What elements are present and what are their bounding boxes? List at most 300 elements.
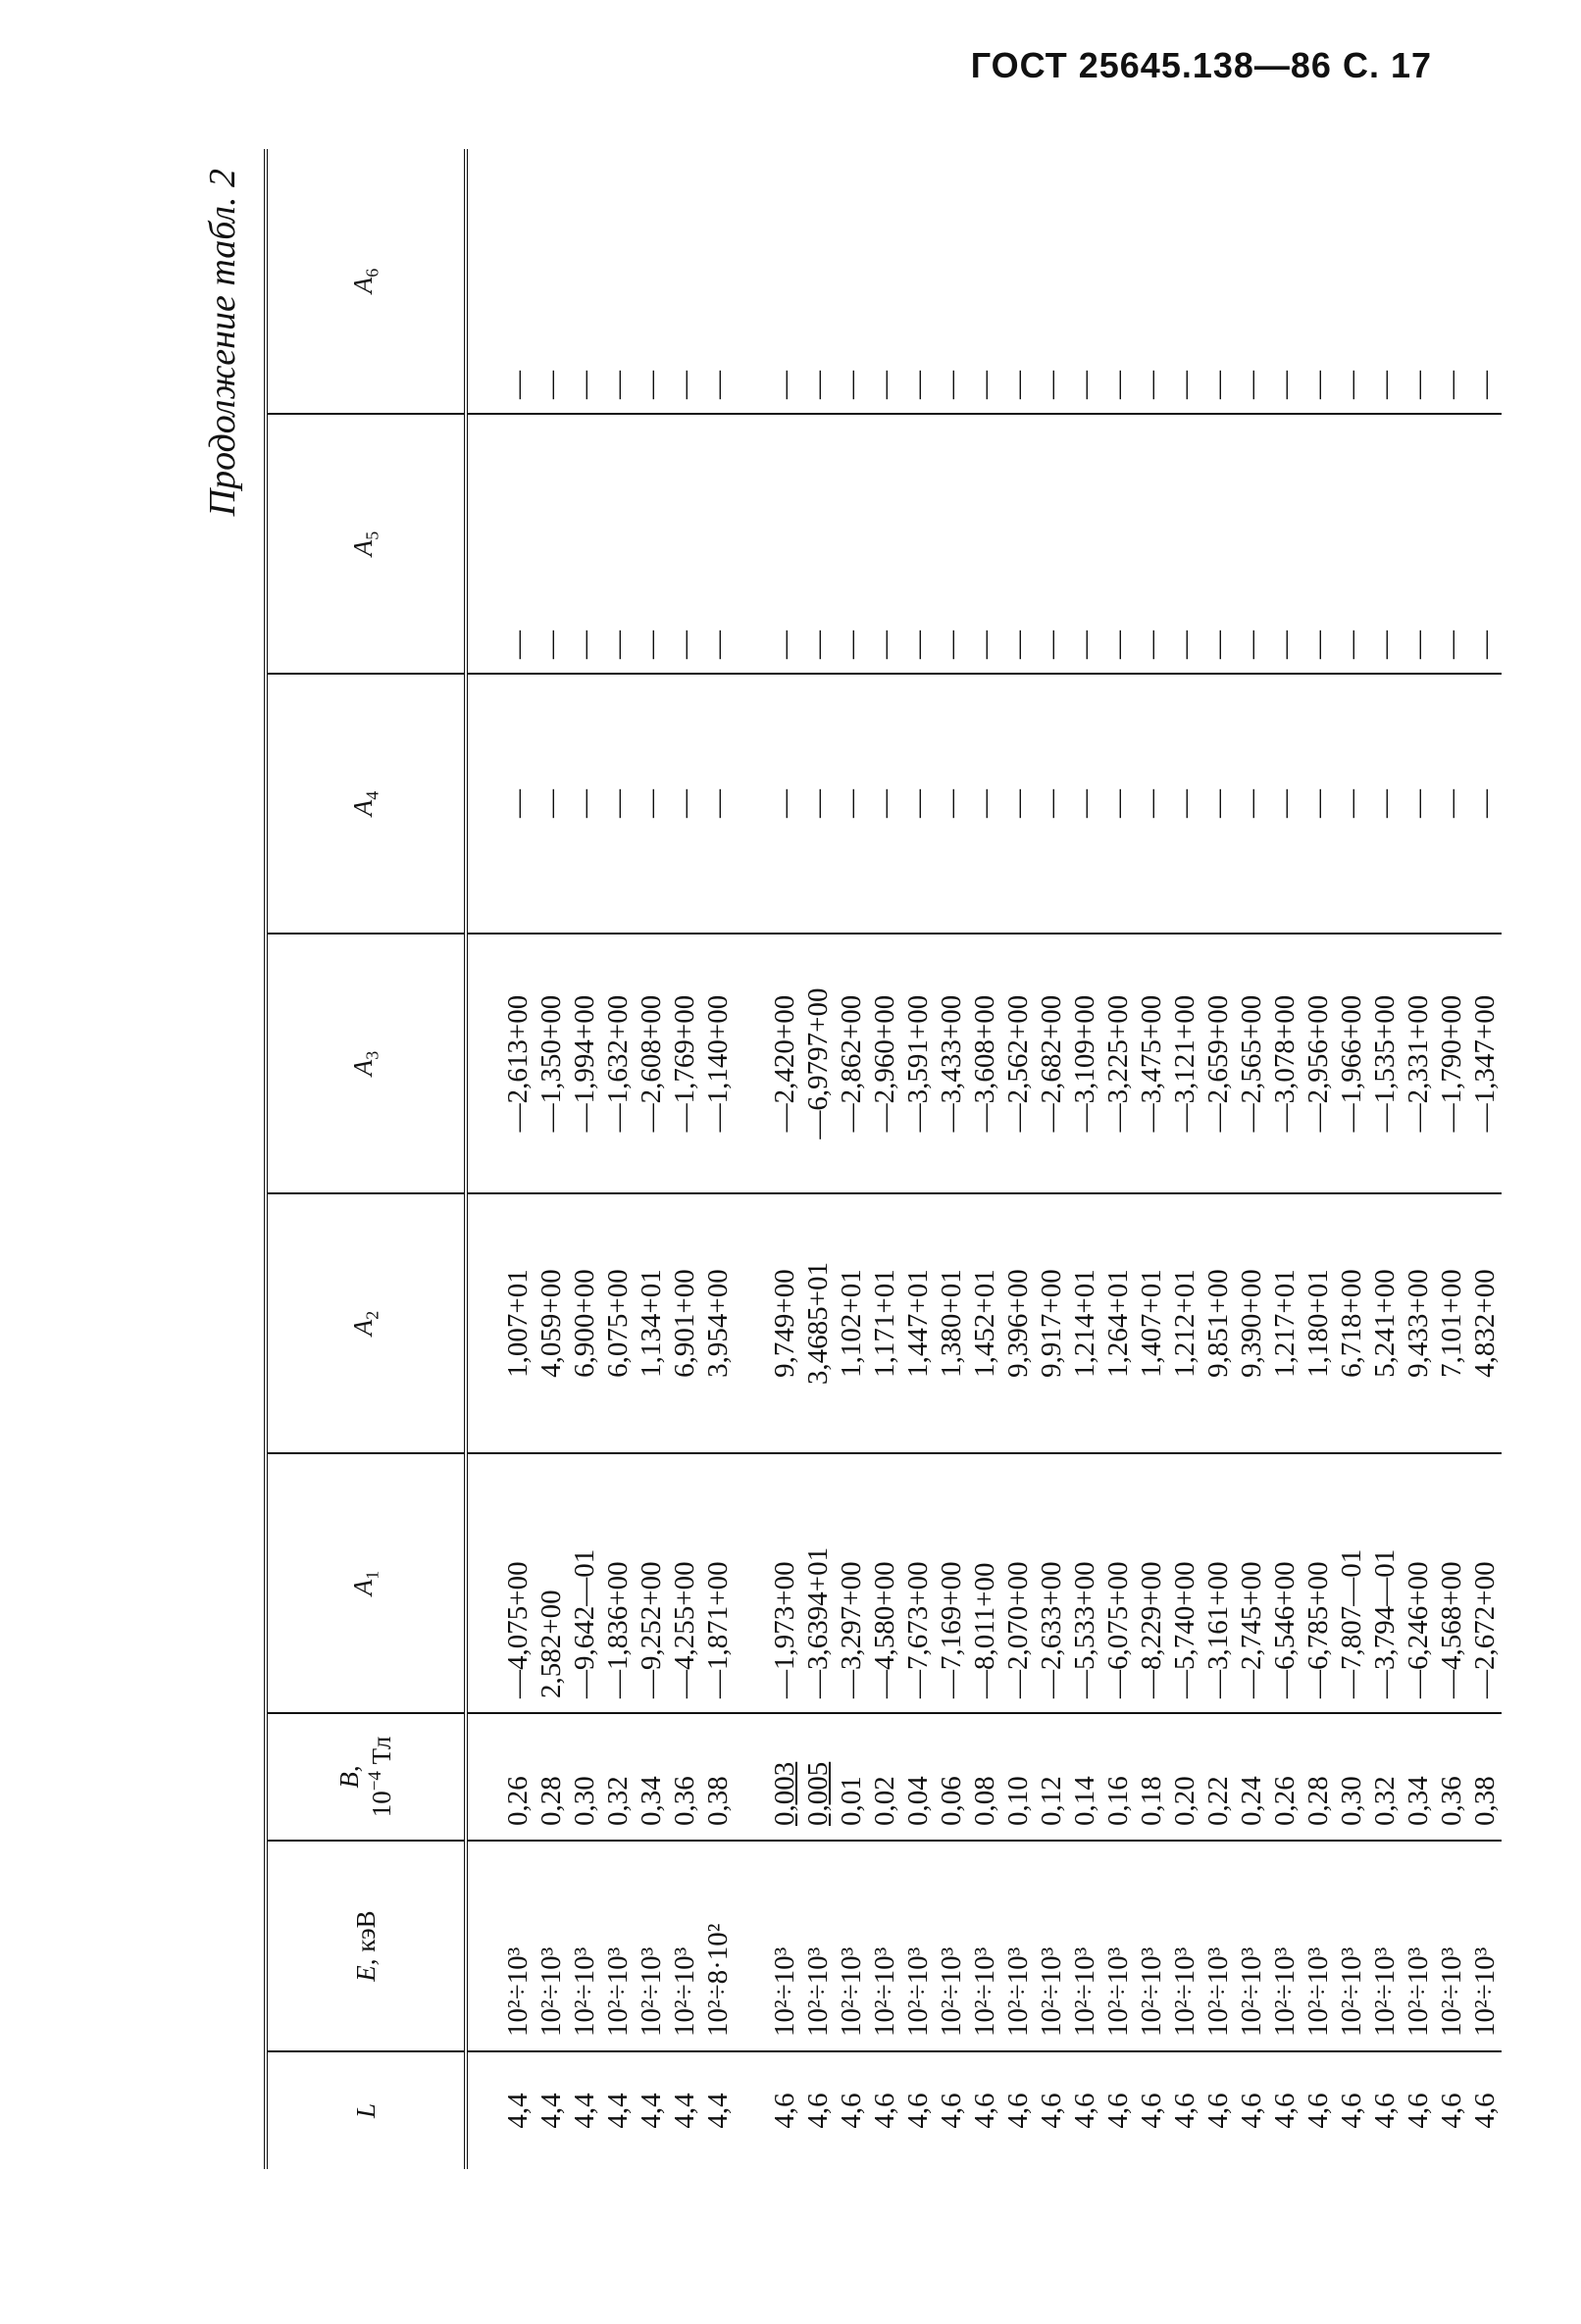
cell-A5: — [568, 414, 601, 674]
cell-A2: 1,180+01 [1301, 1193, 1335, 1453]
cell-A3: —1,535+00 [1368, 934, 1402, 1193]
cell-A4: — [1301, 674, 1335, 934]
cell-A4: — [1201, 674, 1235, 934]
cell-E: 10²÷10³ [768, 1841, 801, 2051]
cell-A3: —3,608+00 [968, 934, 1001, 1193]
cell-A1: —7,807—01 [1335, 1453, 1368, 1713]
cell-E: 10²÷10³ [1001, 1841, 1035, 2051]
cell-B: 0,26 [1268, 1713, 1301, 1841]
cell-A2: 1,380+01 [935, 1193, 968, 1453]
table-row [935, 149, 968, 2169]
cell-B: 0,18 [1135, 1713, 1168, 1841]
cell-A5: — [801, 414, 835, 674]
cell-B: 0,34 [635, 1713, 668, 1841]
cell-B: 0,38 [701, 1713, 735, 1841]
table-row [568, 149, 601, 2169]
cell-A4: — [868, 674, 901, 934]
cell-B: 0,32 [1368, 1713, 1402, 1841]
cell-A2: 9,433+00 [1402, 1193, 1435, 1453]
table-row [1435, 149, 1468, 2169]
cell-A3: —2,682+00 [1035, 934, 1068, 1193]
cell-A3: —3,433+00 [935, 934, 968, 1193]
cell-E: 10²÷10³ [568, 1841, 601, 2051]
cell-A1: —7,169+00 [935, 1453, 968, 1713]
cell-A5: — [1168, 414, 1201, 674]
cell-A3: —6,9797+00 [801, 934, 835, 1193]
cell-A6: — [1102, 371, 1134, 399]
cell-L: 4,6 [1335, 2051, 1368, 2169]
cell-A2: 9,851+00 [1201, 1193, 1235, 1453]
col-header-A6: $A_6$ [266, 149, 466, 414]
table-row [1135, 149, 1168, 2169]
col-header-A3: $A_3$ [266, 934, 466, 1193]
cell-A2: 1,452+01 [968, 1193, 1001, 1453]
cell-A1: —4,568+00 [1435, 1453, 1468, 1713]
cell-A6: — [702, 371, 734, 399]
cell-A3: —2,659+00 [1201, 934, 1235, 1193]
cell-A5: — [1135, 414, 1168, 674]
table-row [1468, 149, 1502, 2169]
spacer-cell [735, 1713, 768, 1841]
cell-A1: —2,745+00 [1235, 1453, 1268, 1713]
table-row [668, 149, 701, 2169]
cell-A6: — [536, 371, 567, 399]
cell-L: 4,6 [1101, 2051, 1135, 2169]
cell-A4: — [501, 674, 535, 934]
table-row [868, 149, 901, 2169]
cell-A4: — [768, 674, 801, 934]
cell-A1: —1,871+00 [701, 1453, 735, 1713]
cell-A2: 9,396+00 [1001, 1193, 1035, 1453]
col-header-A5: $A_5$ [266, 414, 466, 674]
cell-A5: — [1035, 414, 1068, 674]
cell-A5: — [968, 414, 1001, 674]
cell-B: 0,28 [535, 1713, 568, 1841]
cell-E: 10²÷10³ [935, 1841, 968, 2051]
cell-B: 0,36 [1435, 1713, 1468, 1841]
table-row [1402, 149, 1435, 2169]
cell-L: 4,6 [935, 2051, 968, 2169]
cell-A2: 5,241+00 [1368, 1193, 1402, 1453]
cell-E: 10²÷10³ [1268, 1841, 1301, 2051]
cell-A6: — [602, 371, 634, 399]
cell-A1: —4,580+00 [868, 1453, 901, 1713]
table-row [801, 149, 835, 2169]
cell-A1: —9,642—01 [568, 1453, 601, 1713]
cell-A2: 4,059+00 [535, 1193, 568, 1453]
cell-A5: — [1001, 414, 1035, 674]
spacer-cell [466, 1193, 501, 1453]
col-header-L: L [266, 2051, 466, 2169]
cell-A4: — [1468, 674, 1502, 934]
cell-A4: — [1268, 674, 1301, 934]
spacer-cell [735, 1841, 768, 2051]
cell-A5: — [1235, 414, 1268, 674]
table-row [535, 149, 568, 2169]
table-row [601, 149, 635, 2169]
cell-A3: —1,140+00 [701, 934, 735, 1193]
cell-A3: —3,121+00 [1168, 934, 1201, 1193]
cell-B: 0,01 [835, 1713, 868, 1841]
spacer-cell [466, 414, 501, 674]
cell-A1: —6,075+00 [1101, 1453, 1135, 1713]
col-header-E: E, кэВ [266, 1841, 466, 2051]
cell-A5: — [535, 414, 568, 674]
cell-A1: —1,973+00 [768, 1453, 801, 1713]
cell-A2: 1,212+01 [1168, 1193, 1201, 1453]
cell-A3: —2,960+00 [868, 934, 901, 1193]
cell-B: 0,32 [601, 1713, 635, 1841]
cell-A2: 4,832+00 [1468, 1193, 1502, 1453]
table-row [701, 149, 735, 2169]
cell-A6: — [1336, 371, 1367, 399]
cell-A4: — [668, 674, 701, 934]
cell-A1: —5,740+00 [1168, 1453, 1201, 1713]
spacer-cell [466, 1713, 501, 1841]
spacer-cell [466, 1841, 501, 2051]
rotated-table-block [201, 149, 1501, 2169]
cell-A3: —1,769+00 [668, 934, 701, 1193]
cell-A5: — [1301, 414, 1335, 674]
cell-A6: — [1136, 371, 1167, 399]
cell-A4: — [801, 674, 835, 934]
col-header-A4: $A_4$ [266, 674, 466, 934]
cell-A3: —3,078+00 [1268, 934, 1301, 1193]
cell-A4: — [535, 674, 568, 934]
cell-E: 10²÷10³ [801, 1841, 835, 2051]
table-caption: Продолжение табл. 2 [202, 169, 243, 517]
cell-A4: — [935, 674, 968, 934]
cell-E: 10²÷10³ [1035, 1841, 1068, 2051]
table-row [1001, 149, 1035, 2169]
cell-A4: — [1135, 674, 1168, 934]
spacer-cell [735, 2051, 768, 2169]
table-row [1168, 149, 1201, 2169]
spacer-cell [735, 414, 768, 674]
spacer-cell [466, 2051, 501, 2169]
cell-E: 10²÷10³ [868, 1841, 901, 2051]
cell-A6: — [769, 371, 800, 399]
cell-A2: 1,134+01 [635, 1193, 668, 1453]
cell-A4: — [901, 674, 935, 934]
cell-B: 0,34 [1402, 1713, 1435, 1841]
cell-A2: 1,007+01 [501, 1193, 535, 1453]
cell-L: 4,6 [868, 2051, 901, 2169]
cell-B: 0,30 [568, 1713, 601, 1841]
spacer-cell [735, 934, 768, 1193]
cell-A5: — [668, 414, 701, 674]
cell-A3: —1,350+00 [535, 934, 568, 1193]
cell-E: 10²÷10³ [1468, 1841, 1502, 2051]
cell-B: 0,10 [1001, 1713, 1035, 1841]
cell-A3: —3,591+00 [901, 934, 935, 1193]
cell-E: 10²÷10³ [968, 1841, 1001, 2051]
cell-A6: — [502, 371, 534, 399]
spacer-cell [735, 149, 768, 414]
cell-L: 4,6 [1201, 2051, 1235, 2169]
cell-E: 10²÷8·10² [701, 1841, 735, 2051]
cell-A3: —1,347+00 [1468, 934, 1502, 1193]
cell-A6: — [1269, 371, 1300, 399]
cell-A6: — [1069, 371, 1100, 399]
table-row [1301, 149, 1335, 2169]
cell-A1: 2,582+00 [535, 1453, 568, 1713]
cell-A6: — [669, 371, 700, 399]
cell-A5: — [935, 414, 968, 674]
cell-E: 10²÷10³ [1068, 1841, 1101, 2051]
cell-B: 0,003 [768, 1713, 801, 1841]
cell-B: 0,08 [968, 1713, 1001, 1841]
cell-A2: 3,4685+01 [801, 1193, 835, 1453]
cell-A1: —7,673+00 [901, 1453, 935, 1713]
cell-L: 4,6 [901, 2051, 935, 2169]
spacer-cell [466, 934, 501, 1193]
cell-A3: —2,956+00 [1301, 934, 1335, 1193]
cell-L: 4,6 [1368, 2051, 1402, 2169]
cell-A3: —2,862+00 [835, 934, 868, 1193]
cell-B: 0,24 [1235, 1713, 1268, 1841]
cell-A1: —4,075+00 [501, 1453, 535, 1713]
table-row [501, 149, 535, 2169]
cell-E: 10²÷10³ [901, 1841, 935, 2051]
cell-A6: — [869, 371, 900, 399]
cell-L: 4,6 [1402, 2051, 1435, 2169]
cell-A6: — [1436, 371, 1467, 399]
cell-A4: — [701, 674, 735, 934]
cell-E: 10²÷10³ [1235, 1841, 1268, 2051]
spacer-cell [735, 674, 768, 934]
table-row [1068, 149, 1101, 2169]
cell-A4: — [1168, 674, 1201, 934]
cell-A4: — [1335, 674, 1368, 934]
cell-A3: —2,613+00 [501, 934, 535, 1193]
cell-E: 10²÷10³ [1435, 1841, 1468, 2051]
cell-A5: — [1201, 414, 1235, 674]
col-header-A1: $A_1$ [266, 1453, 466, 1713]
cell-A5: — [901, 414, 935, 674]
cell-B: 0,26 [501, 1713, 535, 1841]
spacer-cell [735, 1193, 768, 1453]
cell-A1: —5,533+00 [1068, 1453, 1101, 1713]
cell-E: 10²÷10³ [1335, 1841, 1368, 2051]
cell-A6: — [636, 371, 667, 399]
cell-E: 10²÷10³ [601, 1841, 635, 2051]
cell-A5: — [1368, 414, 1402, 674]
cell-A6: — [1236, 371, 1267, 399]
cell-A3: —2,562+00 [1001, 934, 1035, 1193]
cell-A3: —3,225+00 [1101, 934, 1135, 1193]
cell-B: 0,38 [1468, 1713, 1502, 1841]
cell-A6: — [1302, 371, 1334, 399]
cell-L: 4,6 [1468, 2051, 1502, 2169]
cell-A1: —6,246+00 [1402, 1453, 1435, 1713]
cell-B: 0,20 [1168, 1713, 1201, 1841]
cell-B: 0,04 [901, 1713, 935, 1841]
cell-A4: — [968, 674, 1001, 934]
table-row [1035, 149, 1068, 2169]
table-body [466, 149, 1502, 2169]
cell-A1: —6,546+00 [1268, 1453, 1301, 1713]
cell-A1: —8,229+00 [1135, 1453, 1168, 1713]
cell-A1: —1,836+00 [601, 1453, 635, 1713]
cell-A3: —1,632+00 [601, 934, 635, 1193]
cell-A2: 6,718+00 [1335, 1193, 1368, 1453]
spacer-row [735, 149, 768, 2169]
spacer-cell [466, 1453, 501, 1713]
cell-A1: —6,785+00 [1301, 1453, 1335, 1713]
spacer-cell [466, 149, 501, 414]
table-row [1335, 149, 1368, 2169]
cell-L: 4,4 [635, 2051, 668, 2169]
cell-A5: — [1402, 414, 1435, 674]
cell-A2: 3,954+00 [701, 1193, 735, 1453]
cell-A2: 1,171+01 [868, 1193, 901, 1453]
cell-A2: 1,407+01 [1135, 1193, 1168, 1453]
cell-A6: — [936, 371, 967, 399]
cell-A2: 1,214+01 [1068, 1193, 1101, 1453]
cell-A1: —8,011+00 [968, 1453, 1001, 1713]
cell-L: 4,6 [1435, 2051, 1468, 2169]
table-row [901, 149, 935, 2169]
cell-A5: — [835, 414, 868, 674]
table-row [635, 149, 668, 2169]
page-header: ГОСТ 25645.138—86 С. 17 [970, 45, 1432, 85]
cell-A3: —3,109+00 [1068, 934, 1101, 1193]
table-row [968, 149, 1001, 2169]
cell-A4: — [1001, 674, 1035, 934]
table-row [1101, 149, 1135, 2169]
cell-E: 10²÷10³ [535, 1841, 568, 2051]
cell-B: 0,005 [801, 1713, 835, 1841]
cell-A5: — [868, 414, 901, 674]
table-row [1268, 149, 1301, 2169]
cell-A5: — [1435, 414, 1468, 674]
cell-E: 10²÷10³ [1368, 1841, 1402, 2051]
cell-A2: 7,101+00 [1435, 1193, 1468, 1453]
cell-L: 4,6 [1301, 2051, 1335, 2169]
cell-A6: — [1469, 371, 1501, 399]
cell-A3: —3,475+00 [1135, 934, 1168, 1193]
cell-A4: — [1368, 674, 1402, 934]
cell-A3: —1,790+00 [1435, 934, 1468, 1193]
cell-L: 4,6 [1268, 2051, 1301, 2169]
col-header-B: B, $10^{-4}$ Тл [266, 1713, 466, 1841]
cell-A5: — [1335, 414, 1368, 674]
cell-L: 4,4 [668, 2051, 701, 2169]
cell-A1: —2,633+00 [1035, 1453, 1068, 1713]
cell-A3: —1,994+00 [568, 934, 601, 1193]
cell-L: 4,6 [801, 2051, 835, 2169]
cell-E: 10²÷10³ [1402, 1841, 1435, 2051]
cell-A2: 9,390+00 [1235, 1193, 1268, 1453]
cell-A5: — [635, 414, 668, 674]
cell-L: 4,6 [835, 2051, 868, 2169]
cell-A5: — [501, 414, 535, 674]
cell-A4: — [1435, 674, 1468, 934]
cell-A1: —2,070+00 [1001, 1453, 1035, 1713]
data-table [264, 149, 1502, 2169]
cell-B: 0,12 [1035, 1713, 1068, 1841]
cell-A6: — [836, 371, 867, 399]
cell-A3: —2,565+00 [1235, 934, 1268, 1193]
cell-A2: 6,075+00 [601, 1193, 635, 1453]
cell-B: 0,22 [1201, 1713, 1235, 1841]
cell-A2: 9,917+00 [1035, 1193, 1068, 1453]
cell-A6: — [1202, 371, 1234, 399]
cell-A4: — [1235, 674, 1268, 934]
cell-A3: —2,608+00 [635, 934, 668, 1193]
cell-A2: 6,901+00 [668, 1193, 701, 1453]
cell-A1: —9,252+00 [635, 1453, 668, 1713]
cell-A2: 1,102+01 [835, 1193, 868, 1453]
cell-A6: — [569, 371, 600, 399]
cell-A4: — [835, 674, 868, 934]
cell-B: 0,16 [1101, 1713, 1135, 1841]
cell-A4: — [1101, 674, 1135, 934]
cell-E: 10²÷10³ [1101, 1841, 1135, 2051]
cell-A5: — [1468, 414, 1502, 674]
cell-A1: —2,672+00 [1468, 1453, 1502, 1713]
cell-A2: 1,447+01 [901, 1193, 935, 1453]
cell-A5: — [701, 414, 735, 674]
cell-A6: — [969, 371, 1000, 399]
cell-L: 4,6 [1168, 2051, 1201, 2169]
cell-B: 0,30 [1335, 1713, 1368, 1841]
cell-E: 10²÷10³ [501, 1841, 535, 2051]
table-row [835, 149, 868, 2169]
table-row [768, 149, 801, 2169]
cell-A3: —2,331+00 [1402, 934, 1435, 1193]
cell-A6: — [902, 371, 934, 399]
cell-A6: — [802, 371, 834, 399]
cell-L: 4,6 [968, 2051, 1001, 2169]
spacer-cell [466, 674, 501, 934]
table-header-row [266, 149, 466, 2169]
cell-A6: — [1169, 371, 1200, 399]
cell-L: 4,4 [501, 2051, 535, 2169]
cell-L: 4,4 [601, 2051, 635, 2169]
cell-E: 10²÷10³ [635, 1841, 668, 2051]
cell-L: 4,6 [1035, 2051, 1068, 2169]
cell-L: 4,4 [701, 2051, 735, 2169]
cell-A5: — [1268, 414, 1301, 674]
cell-A5: — [768, 414, 801, 674]
cell-A4: — [1035, 674, 1068, 934]
cell-A6: — [1002, 371, 1034, 399]
cell-E: 10²÷10³ [1168, 1841, 1201, 2051]
cell-E: 10²÷10³ [1201, 1841, 1235, 2051]
cell-L: 4,4 [535, 2051, 568, 2169]
table-row [1235, 149, 1268, 2169]
cell-A4: — [601, 674, 635, 934]
cell-A2: 9,749+00 [768, 1193, 801, 1453]
cell-A2: 1,217+01 [1268, 1193, 1301, 1453]
cell-B: 0,36 [668, 1713, 701, 1841]
cell-E: 10²÷10³ [835, 1841, 868, 2051]
cell-L: 4,4 [568, 2051, 601, 2169]
cell-A4: — [568, 674, 601, 934]
cell-A1: —3,6394+01 [801, 1453, 835, 1713]
cell-A6: — [1402, 371, 1434, 399]
cell-A6: — [1036, 371, 1067, 399]
cell-A3: —1,966+00 [1335, 934, 1368, 1193]
cell-L: 4,6 [768, 2051, 801, 2169]
cell-A2: 6,900+00 [568, 1193, 601, 1453]
table-row [1368, 149, 1402, 2169]
cell-A2: 1,264+01 [1101, 1193, 1135, 1453]
table-row [1201, 149, 1235, 2169]
cell-A5: — [601, 414, 635, 674]
